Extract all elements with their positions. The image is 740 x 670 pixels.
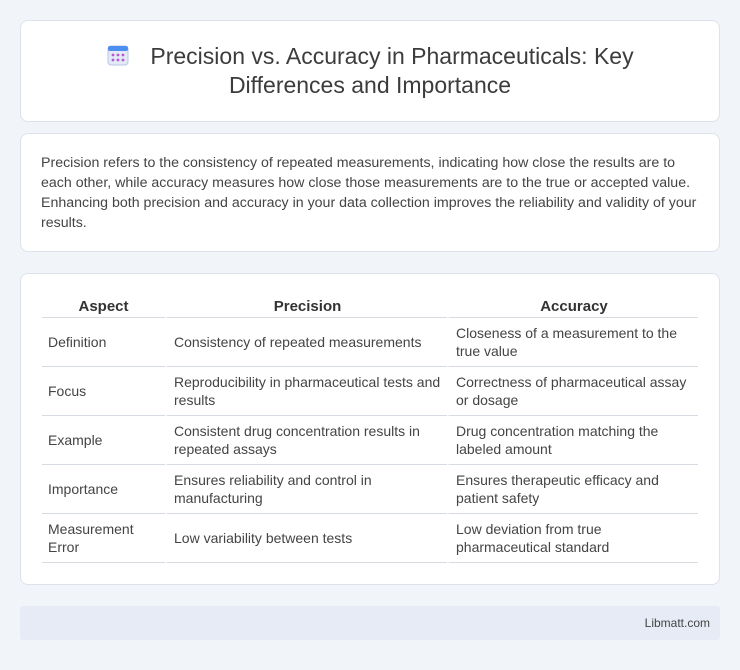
table-row bbox=[42, 367, 698, 416]
precision-cell: Ensures reliability and control in manufacturing bbox=[165, 465, 447, 514]
page-title bbox=[21, 42, 719, 100]
aspect-cell: Focus bbox=[42, 367, 165, 416]
precision-cell: Consistent drug concentration results in repeated assays bbox=[165, 416, 447, 465]
footer bbox=[20, 606, 720, 640]
header-accuracy: Accuracy bbox=[447, 296, 698, 318]
accuracy-cell: Drug concentration matching the labeled amount bbox=[447, 416, 698, 465]
calendar-icon bbox=[106, 43, 130, 67]
accuracy-cell: Closeness of a measurement to the true value bbox=[447, 318, 698, 367]
footer-source-link[interactable]: Libmatt.com bbox=[644, 616, 710, 630]
table-header-row bbox=[42, 296, 698, 318]
precision-cell: Consistency of repeated measurements bbox=[165, 318, 447, 367]
header-precision: Precision bbox=[165, 296, 447, 318]
precision-cell: Low variability between tests bbox=[165, 514, 447, 563]
precision-cell: Reproducibility in pharmaceutical tests and results bbox=[165, 367, 447, 416]
aspect-cell: Importance bbox=[42, 465, 165, 514]
aspect-cell: Definition bbox=[42, 318, 165, 367]
table-row bbox=[42, 416, 698, 465]
accuracy-cell: Low deviation from true pharmaceutical standard bbox=[447, 514, 698, 563]
page-title-text: Precision vs. Accuracy in Pharmaceuticals: Key Differences and Importance bbox=[150, 43, 634, 98]
comparison-table bbox=[42, 296, 698, 563]
table-row bbox=[42, 514, 698, 563]
accuracy-cell: Correctness of pharmaceutical assay or dosage bbox=[447, 367, 698, 416]
aspect-cell: Measurement Error bbox=[42, 514, 165, 563]
table-row bbox=[42, 465, 698, 514]
intro-text: Precision refers to the consistency of repeated measurements, indicating how close the results are to each other, while accuracy measures how close those measurements are to the true or accepted value. Enhancing both precision and accuracy in your data collection improves the reliability and validity of your results. bbox=[41, 155, 697, 231]
intro-card bbox=[20, 133, 720, 252]
accuracy-cell: Ensures therapeutic efficacy and patient safety bbox=[447, 465, 698, 514]
title-card bbox=[20, 20, 720, 122]
table-row bbox=[42, 318, 698, 367]
aspect-cell: Example bbox=[42, 416, 165, 465]
table-card bbox=[20, 273, 720, 585]
header-aspect: Aspect bbox=[42, 296, 165, 318]
